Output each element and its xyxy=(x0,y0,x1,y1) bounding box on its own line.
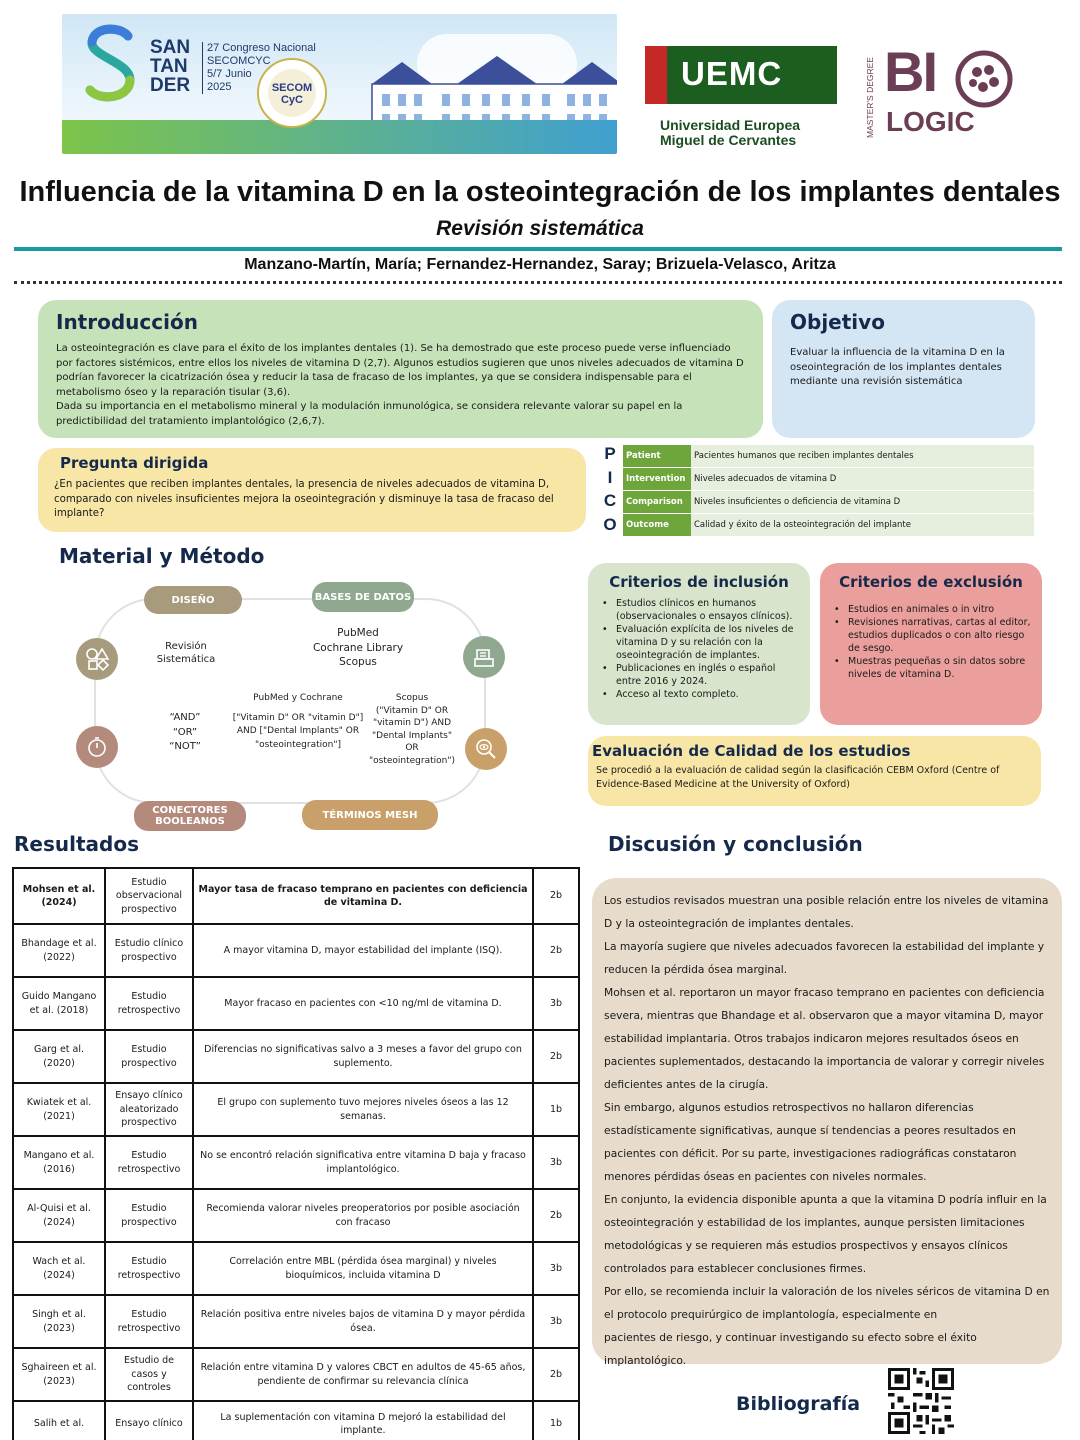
study-author-cell: Al-Quisi et al. (2024) xyxy=(13,1189,105,1242)
evidence-level-cell: 3b xyxy=(533,977,579,1030)
discussion-paragraph: Los estudios revisados muestran una posible relación entre los niveles de vitamina D y la osteointegración de implantes dentales. xyxy=(604,894,1049,930)
pico-row xyxy=(623,491,1034,513)
secom-logo xyxy=(255,56,329,130)
evidence-level-cell: 1b xyxy=(533,1401,579,1440)
study-author-cell: Guido Mangano et al. (2018) xyxy=(13,977,105,1030)
evidence-level-cell: 2b xyxy=(533,1348,579,1401)
bibliography-heading: Bibliografía xyxy=(736,1393,861,1415)
study-finding-cell: Relación entre vitamina D y valores CBCT en adultos de 45-65 años, pendiente de confirmar su relevancia clínica xyxy=(193,1348,533,1401)
study-author-cell: Singh et al. (2023) xyxy=(13,1295,105,1348)
study-design-cell: Estudio observacional prospectivo xyxy=(105,868,193,924)
poster-subtitle: Revisión sistemática xyxy=(436,217,644,240)
biologic-logo-logic: LOGIC xyxy=(886,106,975,137)
study-finding-cell: La suplementación con vitamina D mejoró la estabilidad del implante. xyxy=(193,1401,533,1440)
table-row xyxy=(13,1242,579,1295)
quality-assessment-heading: Evaluación de Calidad de los estudios xyxy=(592,742,911,760)
santander-s-logo-icon xyxy=(80,22,142,104)
conectores-text: “AND” “OR” “NOT” xyxy=(169,712,201,752)
biologic-cell-o-icon xyxy=(955,50,1013,108)
list-item: • Publicaciones en inglés o español entre 2016 y 2024. xyxy=(598,662,800,688)
study-finding-cell: Diferencias no significativas salvo a 3 meses a favor del grupo con suplemento. xyxy=(193,1030,533,1083)
pico-letters xyxy=(602,444,618,538)
masters-degree-vertical-label xyxy=(862,48,878,140)
diseno-pill: DISEÑO xyxy=(144,586,242,614)
discussion-paragraph: pacientes de riesgo, y continuar investigando su efecto sobre el éxito implantológico. xyxy=(604,1331,977,1367)
results-heading: Resultados xyxy=(14,832,139,856)
bases-de-datos-pill: BASES DE DATOS xyxy=(312,582,414,612)
table-row xyxy=(13,1189,579,1242)
objective-heading: Objetivo xyxy=(790,310,885,334)
table-row xyxy=(13,1348,579,1401)
authors: Manzano-Martín, María; Fernandez-Hernandez, Saray; Brizuela-Velasco, Aritza xyxy=(244,256,836,273)
study-design-cell: Estudio prospectivo xyxy=(105,1030,193,1083)
title-divider xyxy=(14,247,1062,251)
santander-logo-text: SAN TAN DER xyxy=(150,37,191,96)
pico-value: Niveles insuficientes o deficiencia de vitamina D xyxy=(691,491,1034,513)
study-finding-cell: Recomienda valorar niveles preoperatorios por posible asociación con fracaso xyxy=(193,1189,533,1242)
study-finding-cell: Correlación entre MBL (pérdida ósea marginal) y niveles bioquímicos, incluida vitamina D xyxy=(193,1242,533,1295)
pico-row xyxy=(623,468,1034,490)
diseno-text: Revisión Sistemática xyxy=(156,641,216,665)
discussion-heading: Discusión y conclusión xyxy=(608,832,863,856)
results-table xyxy=(12,867,580,1440)
evidence-level-cell: 3b xyxy=(533,1242,579,1295)
pico-letter-c: C xyxy=(603,491,617,510)
pubmed-search-string: PubMed y Cochrane ["Vitamin D" OR "vitamin D"] AND ["Dental Implants" OR "osteointegration"] xyxy=(232,693,364,750)
discussion-paragraph: La mayoría sugiere que niveles adecuados favorecen la estabilidad del implante y reducen la pérdida ósea marginal. xyxy=(604,940,1045,976)
shapes-icon xyxy=(76,638,118,680)
study-design-cell: Estudio de casos y controles xyxy=(105,1348,193,1401)
pico-key: Outcome xyxy=(623,514,691,536)
bases-text: PubMed Cochrane Library Scopus xyxy=(312,627,404,668)
inclusion-list xyxy=(598,597,800,701)
uemc-logo-text: UEMC xyxy=(681,55,783,92)
introduction-heading: Introducción xyxy=(56,310,198,334)
discussion-section xyxy=(592,878,1062,1367)
study-author-cell: Mangano et al. (2016) xyxy=(13,1136,105,1189)
scopus-search-string: Scopus ("Vitamin D" OR "vitamin D") AND "Dental Implants" OR "osteointegration") xyxy=(369,693,455,766)
study-author-cell: Sghaireen et al. (2023) xyxy=(13,1348,105,1401)
study-design-cell: Estudio retrospectivo xyxy=(105,1242,193,1295)
study-design-cell: Estudio retrospectivo xyxy=(105,1136,193,1189)
study-author-cell: Salih et al. xyxy=(13,1401,105,1440)
pico-key: Intervention xyxy=(623,468,691,490)
quality-assessment-text: Se procedió a la evaluación de calidad según la clasificación CEBM Oxford (Centre of Evidence-Based Medicine at the University of Oxford) xyxy=(596,765,1000,790)
pico-table xyxy=(623,444,1034,537)
evidence-level-cell: 3b xyxy=(533,1136,579,1189)
method-heading: Material y Método xyxy=(59,544,265,568)
study-finding-cell: A mayor vitamina D, mayor estabilidad del implante (ISQ). xyxy=(193,924,533,977)
authors-divider xyxy=(14,281,1062,284)
study-design-cell: Ensayo clínico aleatorizado prospectivo xyxy=(105,1083,193,1136)
quality-assessment-section xyxy=(588,736,1041,806)
table-row xyxy=(13,977,579,1030)
pico-row xyxy=(623,514,1034,536)
pico-key: Comparison xyxy=(623,491,691,513)
table-row xyxy=(13,1136,579,1189)
study-design-cell: Estudio retrospectivo xyxy=(105,1295,193,1348)
study-author-cell: Kwiatek et al. (2021) xyxy=(13,1083,105,1136)
pico-value: Niveles adecuados de vitamina D xyxy=(691,468,1034,490)
uemc-university-name: Universidad Europea Miguel de Cervantes xyxy=(660,117,801,148)
research-question-heading: Pregunta dirigida xyxy=(60,454,209,472)
pico-letter-p: P xyxy=(604,444,616,463)
objective-text: Evaluar la influencia de la vitamina D en la oseointegración de los implantes dentales mediante una revisión sistemática xyxy=(790,347,1005,388)
study-author-cell: Bhandage et al. (2022) xyxy=(13,924,105,977)
evidence-level-cell: 1b xyxy=(533,1083,579,1136)
research-question-text: ¿En pacientes que reciben implantes dentales, la presencia de niveles adecuados de vitamina D, comparado con niveles insuficientes mejora la oseointegración y disminuye la tasa de fracaso del implante? xyxy=(54,479,554,519)
exclusion-criteria-section xyxy=(820,563,1042,725)
discussion-paragraph: Sin embargo, algunos estudios retrospectivos no hallaron diferencias estadísticamente significativas, aunque sí tendencias a peores resultados en pacientes con déficit. Por su parte, investigaciones radiográficas constataron menores pérdidas óseas en pacientes con niveles normales. xyxy=(604,1101,1017,1183)
table-row xyxy=(13,924,579,977)
study-author-cell: Wach et al. (2024) xyxy=(13,1242,105,1295)
study-design-cell: Estudio retrospectivo xyxy=(105,977,193,1030)
list-item: • Acceso al texto completo. xyxy=(598,688,800,701)
exclusion-list xyxy=(830,603,1032,681)
introduction-paragraph-1: La osteointegración es clave para el éxito de los implantes dentales (1). Se ha demostrado que este proceso puede verse influenciado por factores sistémicos, entre ellos los niveles de vitamina D (2,7). Algunos estudios sugieren que unos niveles adecuados de vitamina D podrían favorecer la cicatrización ósea y reducir la tasa de fracaso de los implantes, ya que se considera indispensable para el metabolismo óseo y la reparación tisular (3,6). xyxy=(56,343,744,398)
uemc-logo xyxy=(645,46,837,104)
discussion-paragraph: En conjunto, la evidencia disponible apunta a que la vitamina D podría influir en la osteointegración y estabilidad de los implantes, aunque persisten limitaciones metodológicas y se requieren más estudios prospectivos y ensayos clínicos controlados para establecer conclusiones firmes. xyxy=(604,1193,1047,1275)
pico-letter-o: O xyxy=(603,514,617,534)
evidence-level-cell: 2b xyxy=(533,1189,579,1242)
secom-logo-text: SECOM CyC xyxy=(271,82,313,106)
database-book-icon xyxy=(463,636,505,678)
study-design-cell: Estudio prospectivo xyxy=(105,1189,193,1242)
study-finding-cell: Relación positiva entre niveles bajos de vitamina D y mayor pérdida ósea. xyxy=(193,1295,533,1348)
introduction-section xyxy=(38,300,763,438)
research-question-section xyxy=(38,448,586,532)
list-item: • Muestras pequeñas o sin datos sobre niveles de vitamina D. xyxy=(830,655,1032,681)
table-row xyxy=(13,1295,579,1348)
introduction-paragraph-2: Dada su importancia en el metabolismo mineral y la modulación inmunológica, se considera relevante valorar su papel en la predictibilidad del tratamiento implantológico (2,6,7). xyxy=(56,401,683,427)
inclusion-criteria-section xyxy=(588,563,810,725)
study-design-cell: Ensayo clínico xyxy=(105,1401,193,1440)
pico-value: Pacientes humanos que reciben implantes dentales xyxy=(691,445,1034,467)
study-design-cell: Estudio clínico prospectivo xyxy=(105,924,193,977)
study-finding-cell: Mayor tasa de fracaso temprano en pacientes con deficiencia de vitamina D. xyxy=(193,868,533,924)
study-finding-cell: El grupo con suplemento tuvo mejores niveles óseos a las 12 semanas. xyxy=(193,1083,533,1136)
discussion-paragraph: Mohsen et al. reportaron un mayor fracaso temprano en pacientes con deficiencia severa, mientras que Bhandage et al. observaron que a mayor vitamina D, mayor estabilidad implantaria. Otros trabajos indicaron mejores resultados óseos en pacientes suplementados, destacando la importancia de valorar y corregir niveles deficientes antes de la cirugía. xyxy=(604,986,1045,1091)
evidence-level-cell: 2b xyxy=(533,924,579,977)
pico-value: Calidad y éxito de la osteointegración del implante xyxy=(691,514,1034,536)
biologic-logo-bi: BI xyxy=(884,40,936,103)
conectores-booleanos-pill: CONECTORES BOOLEANOS xyxy=(134,801,246,831)
list-item: • Revisiones narrativas, cartas al editor, estudios duplicados o con alto riesgo de sesgo. xyxy=(830,616,1032,655)
list-item: • Estudios clínicos en humanos (observacionales o ensayos clínicos). xyxy=(598,597,800,623)
magnifier-eye-icon xyxy=(465,728,507,770)
qr-code-icon[interactable] xyxy=(888,1368,954,1434)
congress-info: 27 Congreso Nacional SECOMCYC 5/7 Junio 2025 xyxy=(202,42,316,94)
study-finding-cell: No se encontró relación significativa entre vitamina D baja y fracaso implantológico. xyxy=(193,1136,533,1189)
stopwatch-icon xyxy=(76,726,118,768)
congress-banner xyxy=(62,14,617,154)
study-author-cell: Garg et al. (2020) xyxy=(13,1030,105,1083)
pico-row xyxy=(623,445,1034,467)
evidence-level-cell: 2b xyxy=(533,868,579,924)
exclusion-heading: Criterios de exclusión xyxy=(839,573,1023,591)
pico-letter-i: I xyxy=(607,467,613,487)
list-item: • Evaluación explícita de los niveles de vitamina D y su relación con la oseointegración de implantes. xyxy=(598,623,800,662)
list-item: • Estudios en animales o in vitro xyxy=(830,603,1032,616)
pico-key: Patient xyxy=(623,445,691,467)
table-row xyxy=(13,868,579,924)
evidence-level-cell: 3b xyxy=(533,1295,579,1348)
objective-section xyxy=(772,300,1035,438)
inclusion-heading: Criterios de inclusión xyxy=(609,573,789,591)
study-finding-cell: Mayor fracaso en pacientes con <10 ng/ml de vitamina D. xyxy=(193,977,533,1030)
svg-text:MASTER'S DEGREE: MASTER'S DEGREE xyxy=(865,57,875,138)
terminos-mesh-pill: TÉRMINOS MESH xyxy=(302,800,438,830)
table-row xyxy=(13,1030,579,1083)
poster-title: Influencia de la vitamina D en la osteointegración de los implantes dentales xyxy=(19,176,1061,208)
evidence-level-cell: 2b xyxy=(533,1030,579,1083)
table-row xyxy=(13,1401,579,1440)
study-author-cell: Mohsen et al. (2024) xyxy=(13,868,105,924)
discussion-paragraph: Por ello, se recomienda incluir la valoración de los niveles séricos de vitamina D en el protocolo prequirúrgico de implantología, especialmente en xyxy=(604,1285,1050,1321)
table-row xyxy=(13,1083,579,1136)
